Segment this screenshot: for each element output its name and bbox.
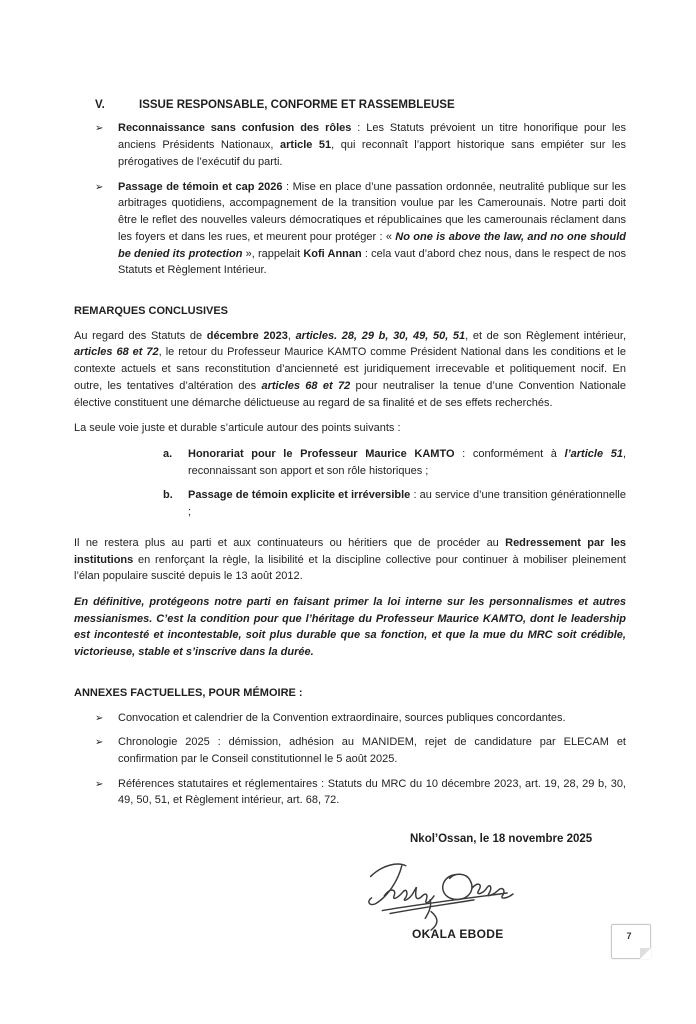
page-number: 7 [626,931,632,941]
paragraph: La seule voie juste et durable s’articule autour des points suivants : [74,422,401,435]
folded-corner-icon [640,948,651,959]
section-title: ISSUE RESPONSABLE, CONFORME ET RASSEMBLEUSE [139,99,455,111]
remarques-heading: REMARQUES CONCLUSIVES [74,304,229,317]
bullet-text: Passage de témoin et cap 2026 : Mise en place d’une passation ordonnée, neutralité publique sur les arbitrages quotidiens, accompagnement de la transition voulue par les Camerounais. Notre parti doit être le reflet des nouvelles valeurs démocratiques et républicaines que les camerounais réclament dans les foyers et dans les rues, et meurent pour protéger : « No one is above the law, and no one should be denied its protection », rappelait Kofi Annan : cela vaut d’abord chez nous, dans le respect de nos Statuts et Règlement Intérieur. [118,180,626,277]
bullet-text: Reconnaissance sans confusion des rôles : Les Statuts prévoient un titre honorifique pour les anciens Présidents Nationaux, article 51, qui reconnaît l’apport historique sans empiéter sur les prérogatives de l’exécutif du parti. [118,122,626,168]
list-marker: b. [163,489,173,502]
bullet-item [95,120,626,170]
bullet-item [95,776,626,809]
list-item-text: Honorariat pour le Professeur Maurice KAMTO : conformément à l’article 51, reconnaissant son apport et son rôle historiques ; [188,447,626,477]
bullet-item [95,734,626,767]
document-content [74,97,626,943]
bullet-item [95,710,626,727]
paragraph-emphasis: En définitive, protégeons notre parti en faisant primer la loi interne sur les personnalismes et autres messianismes. C’est la condition pour que l’héritage du Professeur Maurice KAMTO, dont le leadership est incontesté et incontestable, soit plus durable que sa fonction, et que la mue du MRC soit crédible, victorieuse, stable et s’inscrive dans la durée. [74,596,626,659]
bullet-text: Convocation et calendrier de la Convention extraordinaire, sources publiques concordantes. [118,711,566,724]
bullet-text: Références statutaires et réglementaires : Statuts du MRC du 10 décembre 2023, art. 19, 28, 29 b, 30, 49, 50, 51, et Règlement intérieur, art. 68, 72. [118,777,626,807]
arrow-bullet-icon: ➢ [95,737,104,749]
list-item-a [163,446,626,479]
bullet-text: Chronologie 2025 : démission, adhésion au MANIDEM, rejet de candidature par ELECAM et confirmation par le Conseil constitutionnel le 5 août 2025. [118,736,626,766]
section-heading [95,97,626,114]
paragraph: Au regard des Statuts de décembre 2023, articles. 28, 29 b, 30, 49, 50, 51, et de son Règlement intérieur, articles 68 et 72, le retour du Professeur Maurice KAMTO comme Président National dans les conditions et le contexte actuels et sans reconstitution d’ancienneté est juridiquement irrecevable et politiquement nocif. En outre, les tentatives d’altération des articles 68 et 72 pour neutraliser la tenue d’une Convention Nationale élective constituent une démarche délictueuse au regard de sa finalité et de ses effets recherchés. [74,329,626,409]
arrow-bullet-icon: ➢ [95,181,104,193]
page-number-badge [611,924,651,959]
list-item-text: Passage de témoin explicite et irréversible : au service d’une transition générationnelle ; [188,489,626,519]
handwritten-signature-icon [339,855,529,933]
arrow-bullet-icon: ➢ [95,123,104,135]
dateline: Nkol’Ossan, le 18 novembre 2025 [410,833,593,846]
arrow-bullet-icon: ➢ [95,712,104,724]
list-item-b [163,487,626,520]
bullet-item [95,179,626,279]
section-number: V. [95,99,105,111]
arrow-bullet-icon: ➢ [95,778,104,790]
list-marker: a. [163,447,173,460]
signature-block [339,855,626,929]
signatory-name: OKALA EBODE [412,926,504,941]
annexes-heading: ANNEXES FACTUELLES, POUR MÉMOIRE : [74,686,303,699]
paragraph: Il ne restera plus au parti et aux continuateurs ou héritiers que de procéder au Redressement par les institutions en renforçant la règle, la lisibilité et la discipline collective pour continuer à mobiliser pleinement l’élan populaire suscité depuis le 13 août 2012. [74,536,626,583]
